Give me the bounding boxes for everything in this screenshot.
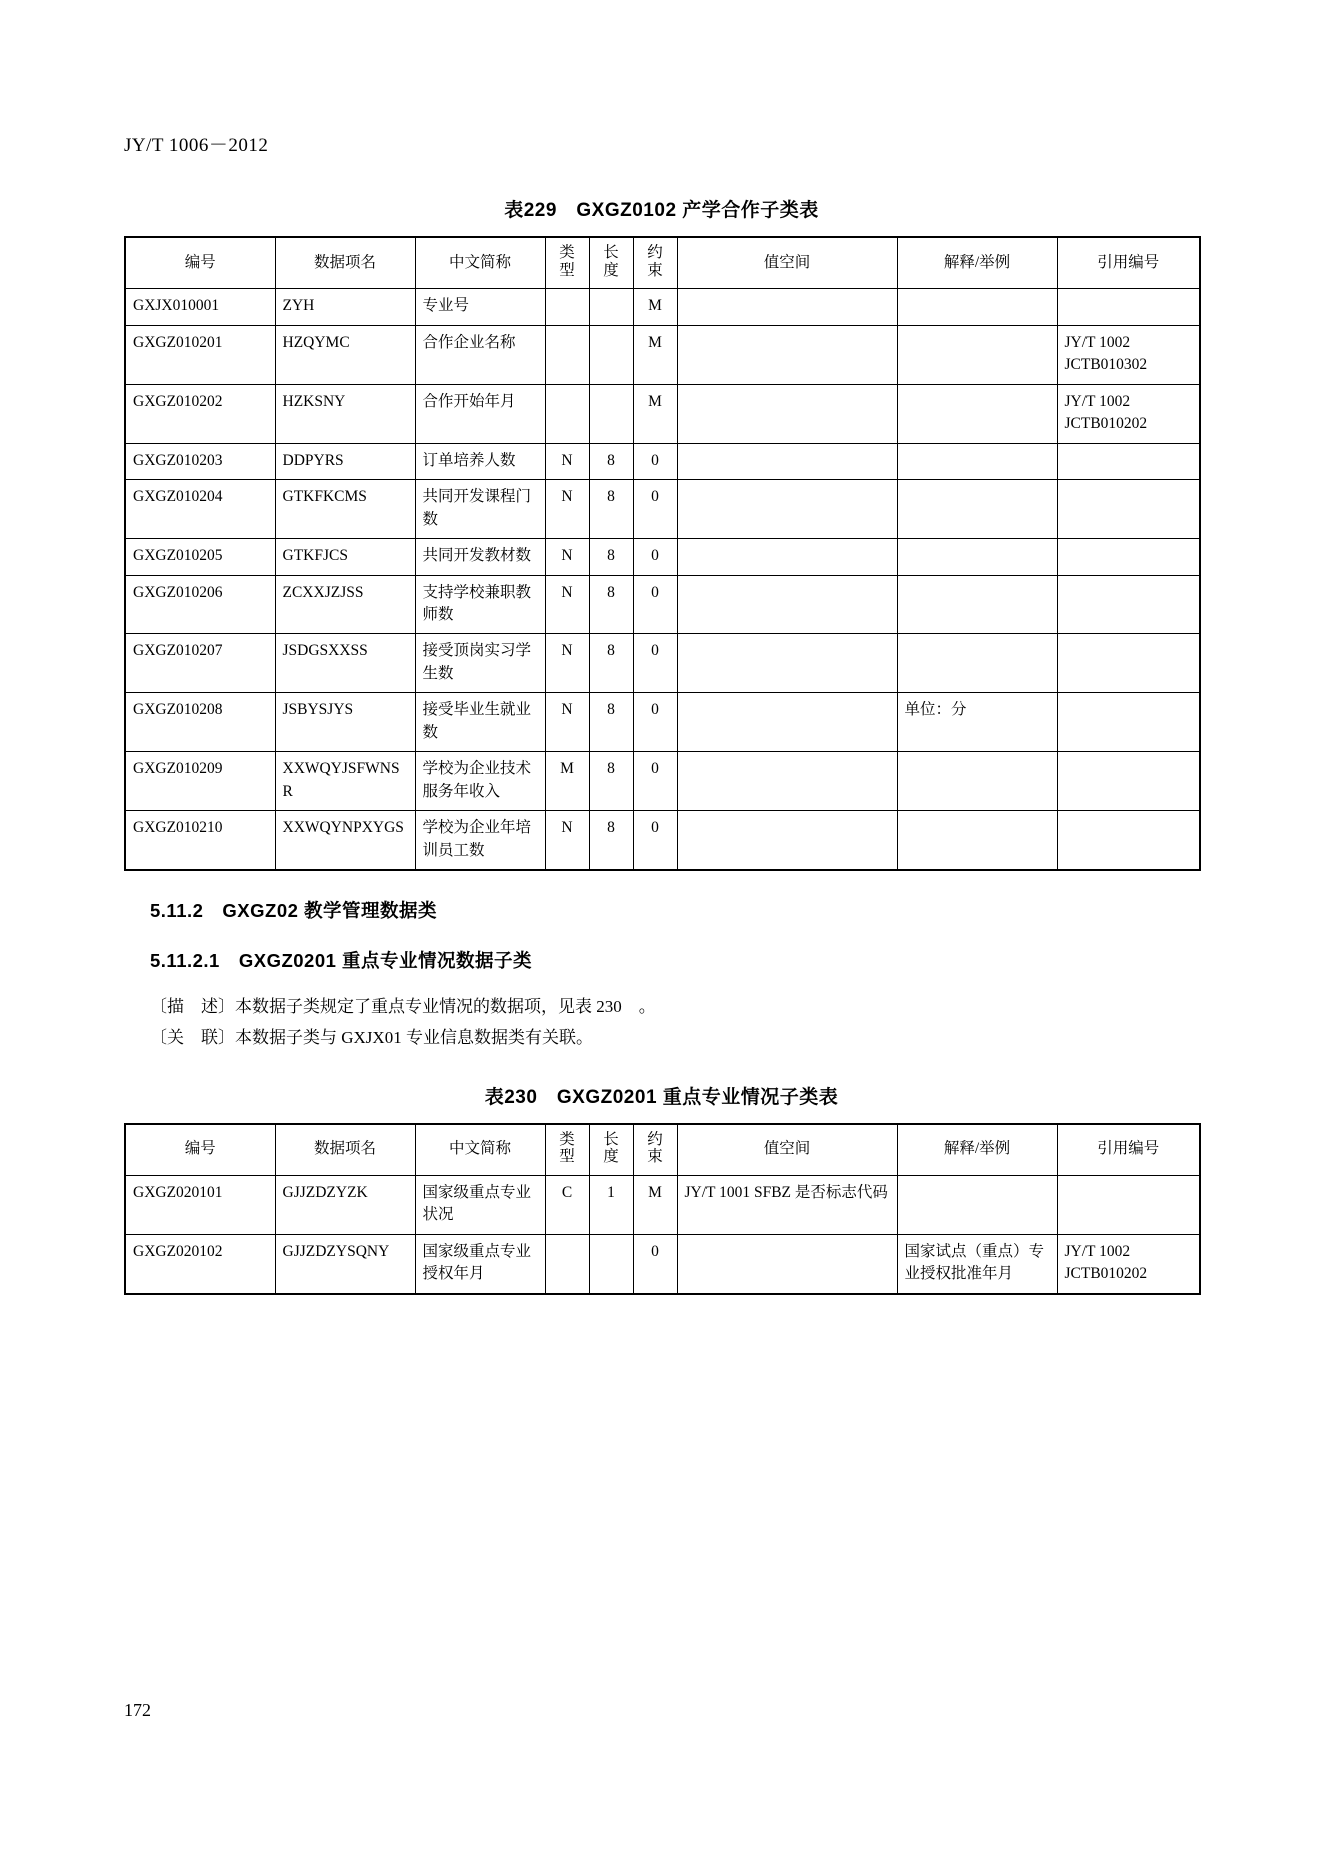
cell-reference: JY/T 1002 JCTB010202 xyxy=(1057,384,1200,443)
table-row xyxy=(125,443,1200,479)
cell-valuespace xyxy=(677,325,897,384)
cell-chinese-name: 订单培养人数 xyxy=(415,443,545,479)
cell-type xyxy=(545,384,589,443)
table-230-body xyxy=(125,1175,1200,1293)
cell-dataitem: GTKFKCMS xyxy=(275,480,415,539)
cell-reference xyxy=(1057,752,1200,811)
cell-reference xyxy=(1057,634,1200,693)
cell-chinese-name: 国家级重点专业状况 xyxy=(415,1175,545,1234)
cell-constraint: M xyxy=(633,384,677,443)
cell-explanation xyxy=(897,289,1057,325)
cell-number: GXJX010001 xyxy=(125,289,275,325)
cell-number: GXGZ010201 xyxy=(125,325,275,384)
cell-dataitem: JSBYSJYS xyxy=(275,693,415,752)
cell-number: GXGZ020102 xyxy=(125,1234,275,1293)
cell-length: 8 xyxy=(589,443,633,479)
cell-chinese-name: 学校为企业技术服务年收入 xyxy=(415,752,545,811)
cell-length xyxy=(589,1234,633,1293)
cell-type: N xyxy=(545,811,589,870)
cell-explanation xyxy=(897,384,1057,443)
cell-chinese-name: 接受毕业生就业数 xyxy=(415,693,545,752)
cell-explanation: 国家试点（重点）专业授权批准年月 xyxy=(897,1234,1057,1293)
cell-explanation xyxy=(897,325,1057,384)
col-header-number: 编号 xyxy=(125,1124,275,1176)
cell-type: N xyxy=(545,575,589,634)
cell-length: 8 xyxy=(589,811,633,870)
cell-reference xyxy=(1057,539,1200,575)
cell-dataitem: HZKSNY xyxy=(275,384,415,443)
table-row xyxy=(125,289,1200,325)
cell-type xyxy=(545,1234,589,1293)
table-row xyxy=(125,1175,1200,1234)
cell-number: GXGZ010202 xyxy=(125,384,275,443)
cell-valuespace xyxy=(677,1234,897,1293)
table-header-row xyxy=(125,1124,1200,1176)
cell-type: C xyxy=(545,1175,589,1234)
cell-number: GXGZ010207 xyxy=(125,634,275,693)
cell-constraint: M xyxy=(633,289,677,325)
col-header-reference: 引用编号 xyxy=(1057,1124,1200,1176)
description-paragraph: 〔描 述〕本数据子类规定了重点专业情况的数据项，见表 230 。 xyxy=(150,997,656,1017)
table-header-row xyxy=(125,237,1200,289)
cell-length: 8 xyxy=(589,634,633,693)
table-row xyxy=(125,1234,1200,1293)
col-header-explanation: 解释/举例 xyxy=(897,1124,1057,1176)
cell-number: GXGZ010210 xyxy=(125,811,275,870)
cell-valuespace: JY/T 1001 SFBZ 是否标志代码 xyxy=(677,1175,897,1234)
cell-valuespace xyxy=(677,575,897,634)
table-230-head xyxy=(125,1124,1200,1176)
cell-type xyxy=(545,289,589,325)
cell-valuespace xyxy=(677,693,897,752)
cell-number: GXGZ010203 xyxy=(125,443,275,479)
cell-number: GXGZ010208 xyxy=(125,693,275,752)
col-header-constraint: 约 束 xyxy=(633,1124,677,1176)
cell-reference xyxy=(1057,575,1200,634)
cell-valuespace xyxy=(677,752,897,811)
col-header-dataitem: 数据项名 xyxy=(275,1124,415,1176)
table-row xyxy=(125,575,1200,634)
table-230 xyxy=(124,1123,1201,1295)
cell-constraint: 0 xyxy=(633,443,677,479)
cell-reference xyxy=(1057,443,1200,479)
cell-chinese-name: 学校为企业年培训员工数 xyxy=(415,811,545,870)
cell-explanation: 单位：分 xyxy=(897,693,1057,752)
cell-explanation xyxy=(897,443,1057,479)
cell-type: N xyxy=(545,539,589,575)
cell-constraint: 0 xyxy=(633,634,677,693)
table-row xyxy=(125,480,1200,539)
cell-number: GXGZ010209 xyxy=(125,752,275,811)
cell-length: 8 xyxy=(589,752,633,811)
cell-chinese-name: 共同开发教材数 xyxy=(415,539,545,575)
cell-type: N xyxy=(545,693,589,752)
cell-valuespace xyxy=(677,384,897,443)
col-header-chinese-name: 中文简称 xyxy=(415,1124,545,1176)
page-number: 172 xyxy=(124,1700,151,1720)
table-row xyxy=(125,539,1200,575)
cell-chinese-name: 合作企业名称 xyxy=(415,325,545,384)
col-header-valuespace: 值空间 xyxy=(677,1124,897,1176)
cell-valuespace xyxy=(677,443,897,479)
col-header-type: 类 型 xyxy=(545,237,589,289)
cell-dataitem: ZYH xyxy=(275,289,415,325)
col-header-chinese-name: 中文简称 xyxy=(415,237,545,289)
cell-type: M xyxy=(545,752,589,811)
cell-dataitem: ZCXXJZJSS xyxy=(275,575,415,634)
table-229-body xyxy=(125,289,1200,870)
cell-explanation xyxy=(897,575,1057,634)
cell-constraint: 0 xyxy=(633,1234,677,1293)
cell-explanation xyxy=(897,752,1057,811)
col-header-valuespace: 值空间 xyxy=(677,237,897,289)
cell-dataitem: JSDGSXXSS xyxy=(275,634,415,693)
cell-type: N xyxy=(545,634,589,693)
col-header-explanation: 解释/举例 xyxy=(897,237,1057,289)
cell-constraint: 0 xyxy=(633,575,677,634)
cell-valuespace xyxy=(677,539,897,575)
col-header-dataitem: 数据项名 xyxy=(275,237,415,289)
cell-reference: JY/T 1002 JCTB010202 xyxy=(1057,1234,1200,1293)
table-row xyxy=(125,693,1200,752)
table-row xyxy=(125,384,1200,443)
cell-number: GXGZ010205 xyxy=(125,539,275,575)
cell-constraint: 0 xyxy=(633,480,677,539)
cell-chinese-name: 接受顶岗实习学生数 xyxy=(415,634,545,693)
col-header-type: 类 型 xyxy=(545,1124,589,1176)
section-heading-5-11-2-1: 5.11.2.1 GXGZ0201 重点专业情况数据子类 xyxy=(150,950,533,972)
col-header-length: 长 度 xyxy=(589,1124,633,1176)
cell-number: GXGZ010206 xyxy=(125,575,275,634)
cell-number: GXGZ010204 xyxy=(125,480,275,539)
cell-constraint: 0 xyxy=(633,539,677,575)
cell-type xyxy=(545,325,589,384)
cell-constraint: M xyxy=(633,325,677,384)
cell-length: 1 xyxy=(589,1175,633,1234)
cell-valuespace xyxy=(677,289,897,325)
table-row xyxy=(125,752,1200,811)
cell-type: N xyxy=(545,443,589,479)
cell-dataitem: DDPYRS xyxy=(275,443,415,479)
page-content xyxy=(124,195,1199,1295)
cell-constraint: M xyxy=(633,1175,677,1234)
table-229-head xyxy=(125,237,1200,289)
cell-dataitem: HZQYMC xyxy=(275,325,415,384)
cell-dataitem: GTKFJCS xyxy=(275,539,415,575)
cell-chinese-name: 专业号 xyxy=(415,289,545,325)
cell-explanation xyxy=(897,480,1057,539)
table-row xyxy=(125,325,1200,384)
cell-constraint: 0 xyxy=(633,811,677,870)
cell-valuespace xyxy=(677,634,897,693)
cell-type: N xyxy=(545,480,589,539)
cell-dataitem: XXWQYJSFWNSR xyxy=(275,752,415,811)
cell-number: GXGZ020101 xyxy=(125,1175,275,1234)
cell-reference xyxy=(1057,1175,1200,1234)
cell-explanation xyxy=(897,539,1057,575)
cell-explanation xyxy=(897,1175,1057,1234)
cell-chinese-name: 国家级重点专业授权年月 xyxy=(415,1234,545,1293)
cell-reference: JY/T 1002 JCTB010302 xyxy=(1057,325,1200,384)
cell-explanation xyxy=(897,634,1057,693)
cell-chinese-name: 共同开发课程门数 xyxy=(415,480,545,539)
section-heading-5-11-2: 5.11.2 GXGZ02 教学管理数据类 xyxy=(150,900,438,922)
cell-length: 8 xyxy=(589,575,633,634)
table-row xyxy=(125,811,1200,870)
cell-length xyxy=(589,289,633,325)
cell-valuespace xyxy=(677,811,897,870)
cell-explanation xyxy=(897,811,1057,870)
cell-reference xyxy=(1057,289,1200,325)
cell-reference xyxy=(1057,693,1200,752)
cell-length: 8 xyxy=(589,539,633,575)
table-229-caption: 表229 GXGZ0102 产学合作子类表 xyxy=(504,200,819,221)
cell-chinese-name: 合作开始年月 xyxy=(415,384,545,443)
col-header-number: 编号 xyxy=(125,237,275,289)
cell-length: 8 xyxy=(589,693,633,752)
cell-reference xyxy=(1057,480,1200,539)
col-header-length: 长 度 xyxy=(589,237,633,289)
cell-dataitem: GJJZDZYSQNY xyxy=(275,1234,415,1293)
cell-dataitem: GJJZDZYZK xyxy=(275,1175,415,1234)
cell-length xyxy=(589,384,633,443)
cell-length xyxy=(589,325,633,384)
cell-constraint: 0 xyxy=(633,693,677,752)
table-230-caption: 表230 GXGZ0201 重点专业情况子类表 xyxy=(484,1086,839,1108)
cell-dataitem: XXWQYNPXYGS xyxy=(275,811,415,870)
cell-constraint: 0 xyxy=(633,752,677,811)
col-header-constraint: 约 束 xyxy=(633,237,677,289)
cell-reference xyxy=(1057,811,1200,870)
table-row xyxy=(125,634,1200,693)
page-header: JY/T 1006－2012 xyxy=(124,135,269,156)
cell-length: 8 xyxy=(589,480,633,539)
relation-paragraph: 〔关 联〕本数据子类与 GXJX01 专业信息数据类有关联。 xyxy=(150,1028,593,1048)
col-header-reference: 引用编号 xyxy=(1057,237,1200,289)
cell-chinese-name: 支持学校兼职教师数 xyxy=(415,575,545,634)
cell-valuespace xyxy=(677,480,897,539)
table-229 xyxy=(124,236,1201,871)
